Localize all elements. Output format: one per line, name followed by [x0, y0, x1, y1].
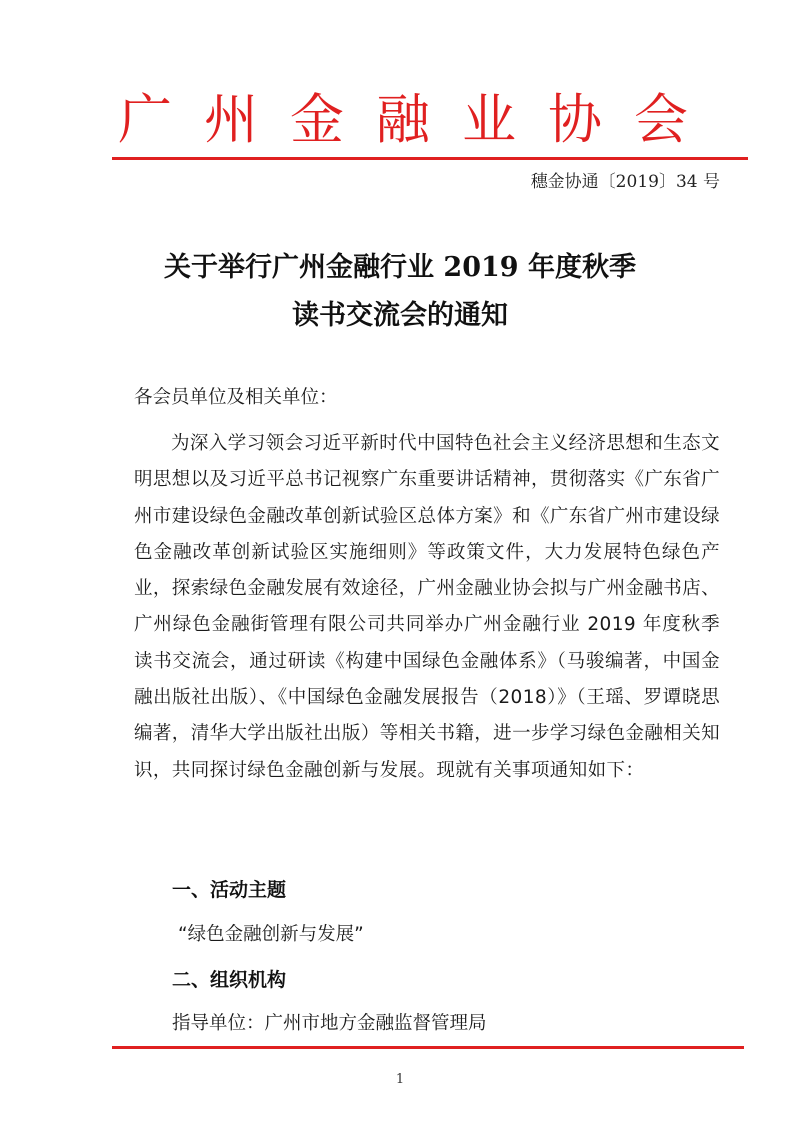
- footer-red-rule: [112, 1046, 744, 1049]
- notice-title-line-1: 关于举行广州金融行业 2019 年度秋季: [164, 252, 636, 283]
- section-heading-theme: 一、活动主题: [172, 879, 287, 901]
- theme-text: “绿色金融创新与发展”: [178, 924, 364, 945]
- letterhead-org-name: 广州金融业协会: [118, 88, 720, 151]
- document-number: 穗金协通〔2019〕34 号: [530, 172, 720, 192]
- notice-title-line-2: 读书交流会的通知: [292, 300, 508, 331]
- page-number: 1: [395, 1072, 405, 1087]
- section-heading-organization: 二、组织机构: [172, 969, 287, 991]
- body-paragraph: 为深入学习领会习近平新时代中国特色社会主义经济思想和生态文明思想以及习近平总书记视察广东重要讲话精神，贯彻落实《广东省广州市建设绿色金融改革创新试验区总体方案》和《广东省广州市建设绿色金融改革创新试验区实施细则》等政策文件，大力发展特色绿色产业，探索绿色金融发展有效途径，广州金融业协会拟与广州金融书店、广州绿色金融街管理有限公司共同举办广州金融行业 2019 年度秋季读书交流会，通过研读《构建中国绿色金融体系》（马骏编著，中国金融出版社出版）、《中国绿色金融发展报告（2018）》（王瑶、罗谭晓思编著，清华大学出版社出版）等相关书籍，进一步学习绿色金融相关知识，共同探讨绿色金融创新与发展。现就有关事项通知如下：: [134, 433, 720, 781]
- salutation: 各会员单位及相关单位：: [134, 387, 338, 408]
- letterhead-red-rule: [112, 157, 748, 160]
- guiding-unit-text: 指导单位：广州市地方金融监督管理局: [172, 1013, 487, 1034]
